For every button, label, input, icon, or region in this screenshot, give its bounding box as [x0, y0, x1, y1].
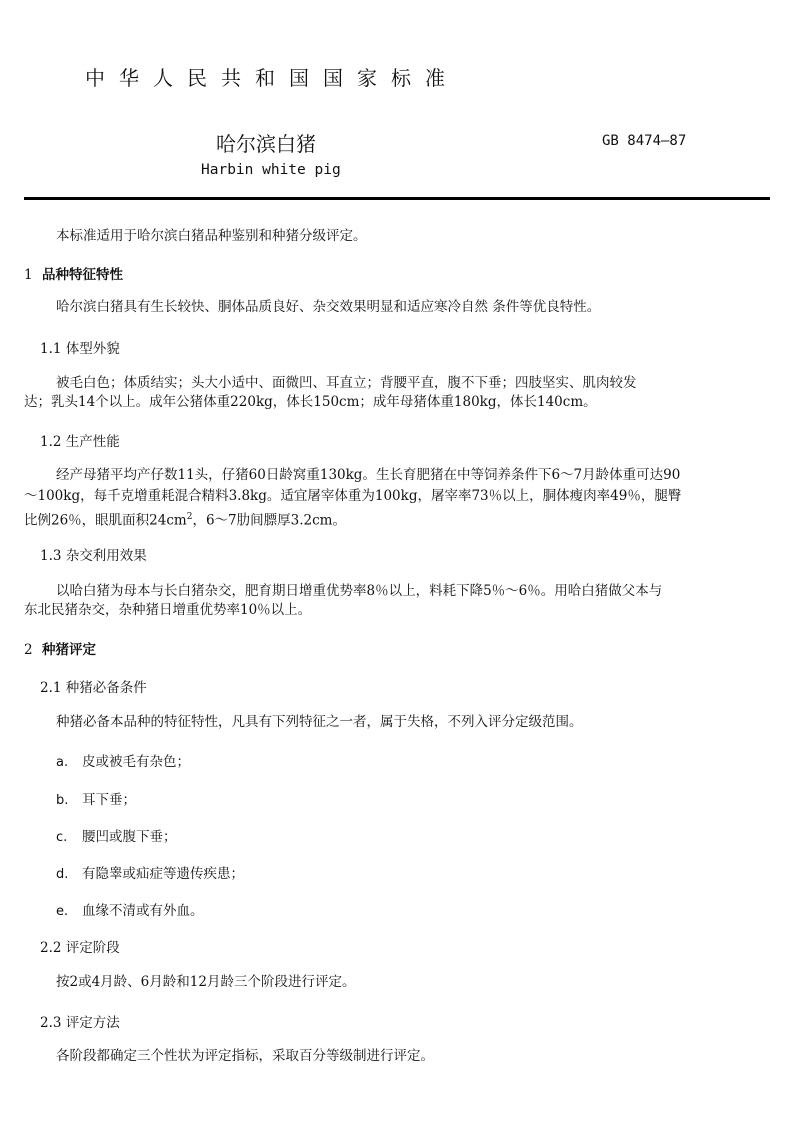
section-1-2-heading: 1.2 生产性能 [40, 434, 120, 450]
list-item-letter: a. [56, 755, 69, 770]
section-1-3-line2: 东北民猪杂交，杂种猪日增重优势率10％以上。 [24, 602, 312, 618]
section-1-2-line1: 经产母猪平均产仔数11头，仔猪60日龄窝重130kg。生长育肥猪在中等饲养条件下6～7月龄体重可达90 [56, 467, 681, 483]
section-1-2-line3 [24, 508, 346, 531]
section-1-1-line1: 被毛白色；体质结实；头大小适中、面微凹、耳直立；背腰平直，腹不下垂；四肢坚实、肌肉较发 [56, 375, 637, 391]
list-item-letter: c. [56, 830, 68, 845]
section-2-number: 2 [24, 642, 33, 658]
list-item-text: 皮或被毛有杂色； [82, 754, 190, 770]
standard-title-en: Harbin white pig [201, 162, 341, 178]
intro-paragraph: 本标准适用于哈尔滨白猪品种鉴别和种猪分级评定。 [56, 228, 367, 244]
list-item-text: 血缘不清或有外血。 [82, 903, 204, 919]
list-item-text: 耳下垂； [82, 792, 136, 808]
section-1-3-heading: 1.3 杂交利用效果 [40, 548, 147, 564]
section-2-1-paragraph: 种猪必备本品种的特征特性，凡具有下列特征之一者，属于失格，不列入评分定级范围。 [56, 714, 583, 730]
list-item-letter: b. [56, 793, 69, 808]
section-1-2-line2: ～100kg，每千克增重耗混合精料3.8kg。适宜屠宰体重为100kg，屠宰率73％以上，胴体瘦肉率49％，腿臀 [24, 488, 682, 504]
list-item [56, 788, 136, 808]
section-2-heading [24, 638, 96, 658]
list-item [56, 862, 244, 882]
section-1-1-line2: 达；乳头14个以上。成年公猪体重220kg，体长150cm；成年母猪体重180kg，体长140cm。 [24, 394, 597, 410]
list-item-letter: d. [56, 867, 69, 882]
standard-code: GB 8474—87 [602, 133, 687, 149]
list-item [56, 899, 204, 919]
section-2-1-heading: 2.1 种猪必备条件 [40, 680, 147, 696]
superscript-2: 2 [186, 512, 193, 522]
standard-title-cn: 哈尔滨白猪 [216, 132, 316, 156]
section-1-heading [24, 263, 123, 283]
section-1-2-line3b: ，6～7肋间膘厚3.2cm。 [192, 512, 346, 529]
section-1-title: 品种特征特性 [42, 267, 123, 283]
list-item-letter: e. [56, 904, 69, 919]
section-1-1-heading: 1.1 体型外貌 [40, 341, 120, 357]
section-1-paragraph: 哈尔滨白猪具有生长较快、胴体品质良好、杂交效果明显和适应寒冷自然 条件等优良特性。 [56, 299, 601, 315]
section-1-number: 1 [24, 267, 33, 283]
section-1-2-line3a: 比例26％，眼肌面积24cm [24, 512, 187, 529]
header-rule [24, 197, 770, 200]
list-item [56, 825, 177, 845]
list-item-text: 有隐睾或疝症等遗传疾患； [82, 866, 244, 882]
list-item [56, 750, 190, 770]
section-1-3-line1: 以哈白猪为母本与长白猪杂交，肥育期日增重优势率8％以上，料耗下降5％～6％。用哈白猪做父本与 [56, 583, 663, 599]
section-2-3-paragraph: 各阶段都确定三个性状为评定指标，采取百分等级制进行评定。 [56, 1048, 434, 1064]
section-2-2-paragraph: 按2或4月龄、6月龄和12月龄三个阶段进行评定。 [56, 974, 356, 990]
list-item-text: 腰凹或腹下垂； [82, 829, 177, 845]
national-standard-heading: 中华人民共和国国家标准 [85, 66, 459, 90]
section-2-2-heading: 2.2 评定阶段 [40, 940, 120, 956]
section-2-3-heading: 2.3 评定方法 [40, 1015, 120, 1031]
section-2-title: 种猪评定 [42, 642, 96, 658]
